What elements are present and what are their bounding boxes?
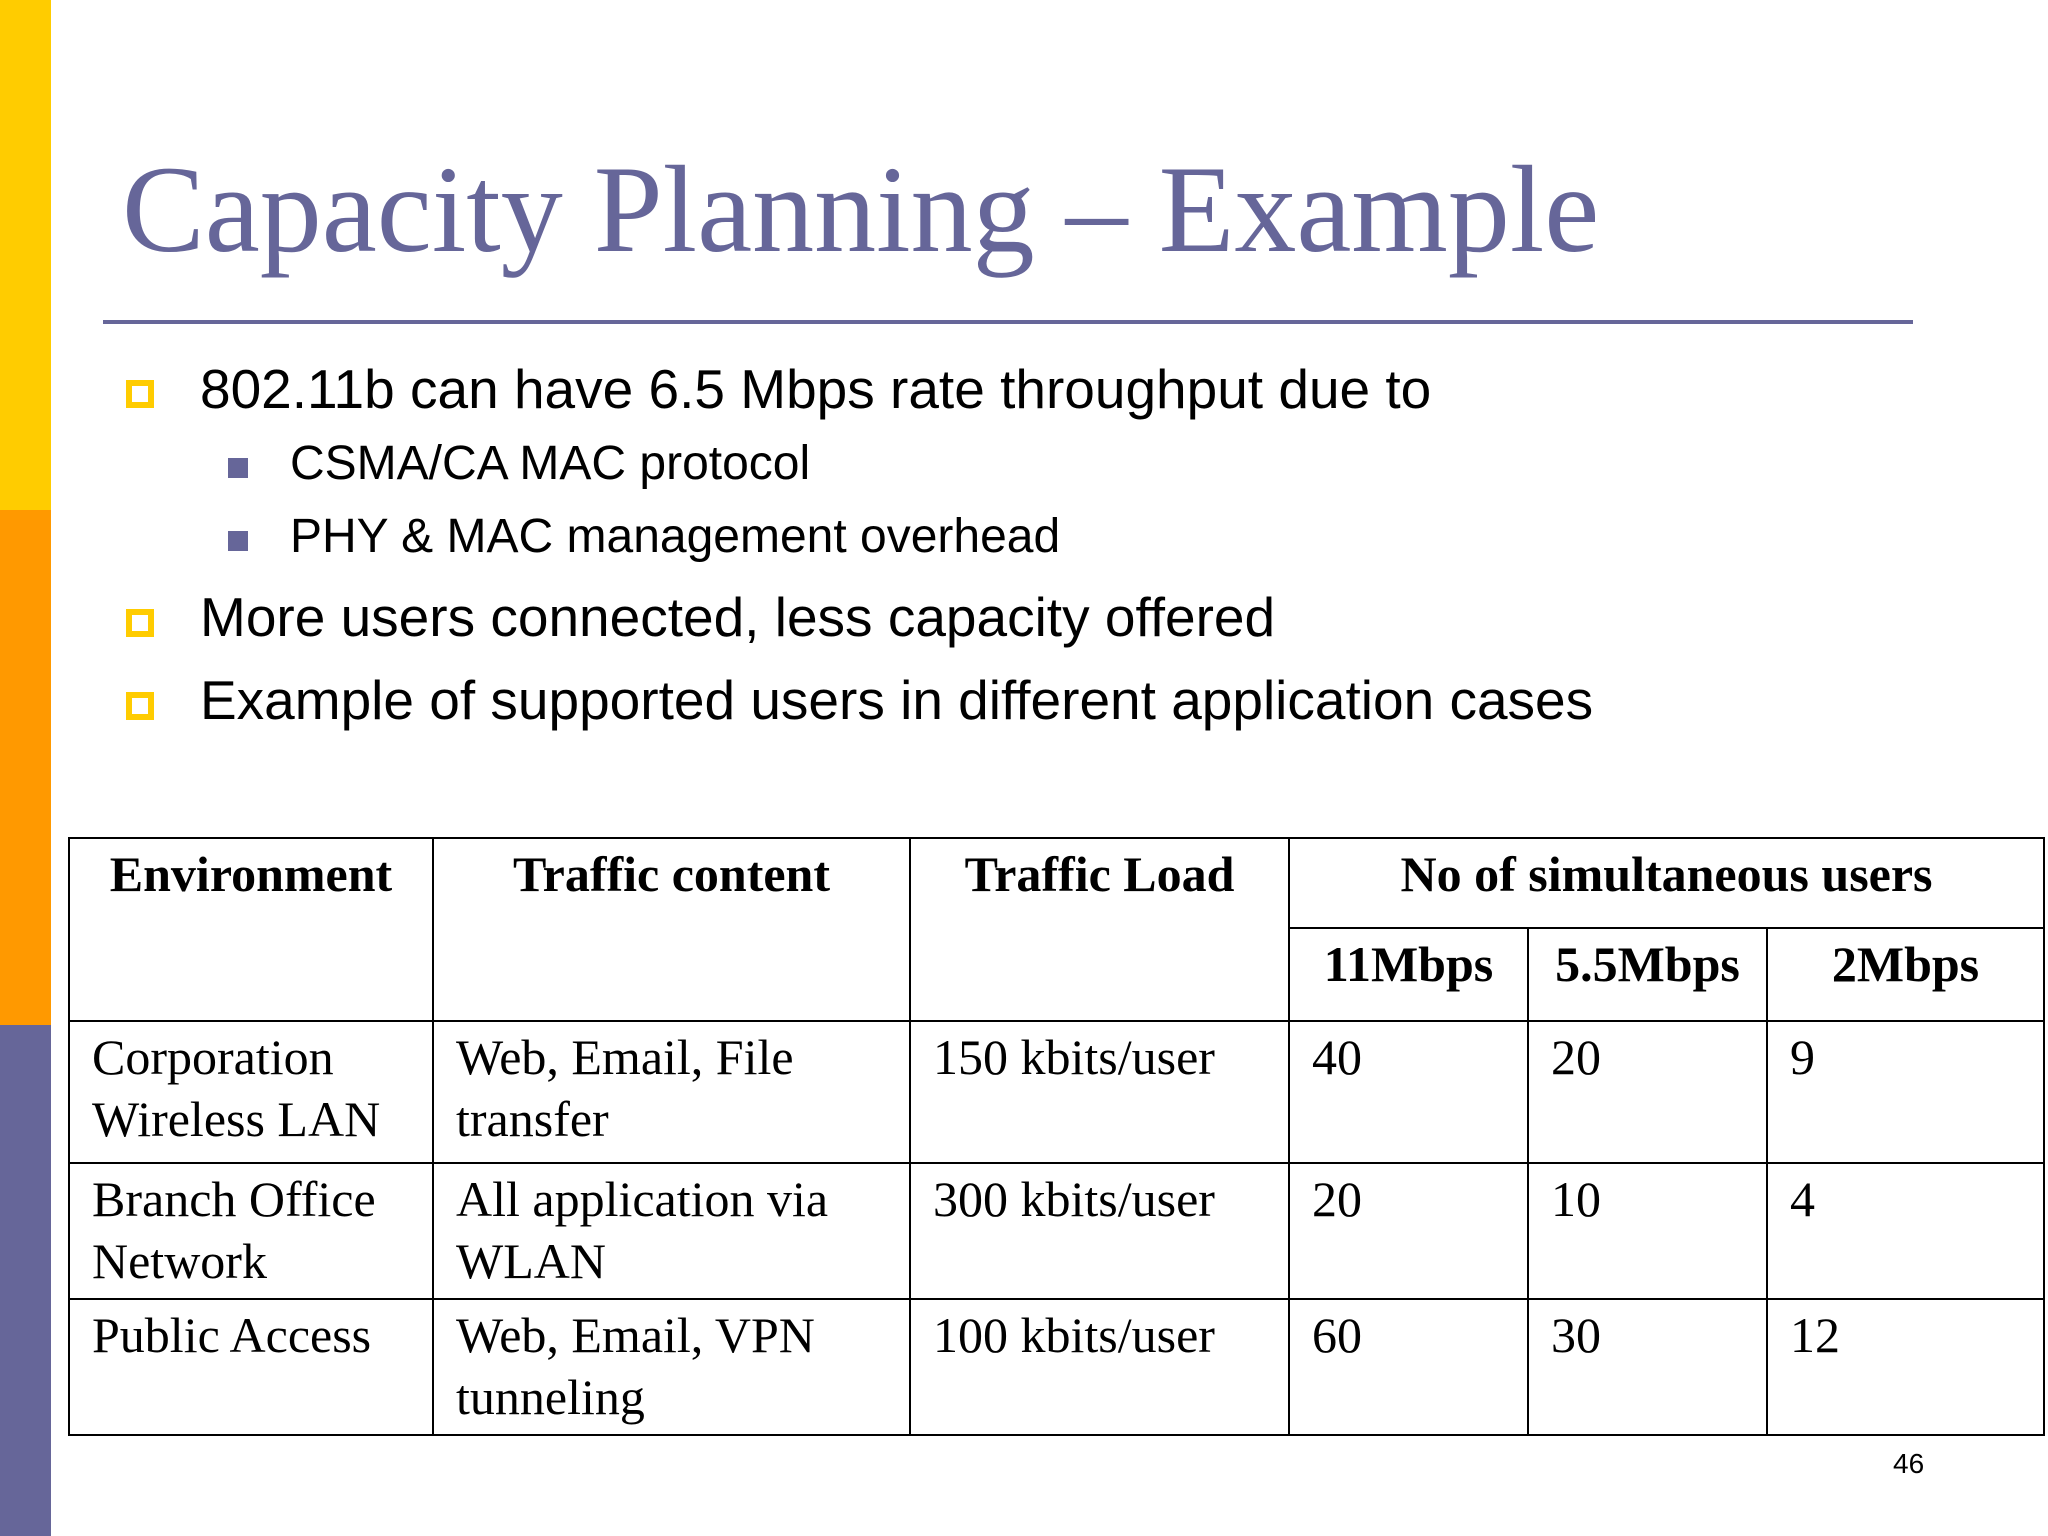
- header-rate-11mbps: 11Mbps: [1289, 928, 1528, 1021]
- cell-content: Web, Email, VPN tunneling: [433, 1299, 910, 1435]
- bullet-example: Example of supported users in different application cases: [200, 669, 1594, 731]
- header-traffic-load: Traffic Load: [910, 838, 1289, 1021]
- bullet-throughput: 802.11b can have 6.5 Mbps rate throughput due to: [200, 358, 1432, 420]
- header-simultaneous-users: No of simultaneous users: [1289, 838, 2044, 928]
- side-bar-purple: [0, 1025, 51, 1536]
- cell-users-2mbps: 12: [1767, 1299, 2044, 1435]
- capacity-table-container: [68, 837, 2043, 1436]
- cell-users-5-5mbps: 20: [1528, 1021, 1767, 1163]
- solid-square-bullet-icon: [228, 531, 248, 551]
- cell-content: All application via WLAN: [433, 1163, 910, 1299]
- cell-load: 100 kbits/user: [910, 1299, 1289, 1435]
- cell-load: 150 kbits/user: [910, 1021, 1289, 1163]
- subbullet-csma: CSMA/CA MAC protocol: [290, 437, 811, 490]
- cell-users-5-5mbps: 10: [1528, 1163, 1767, 1299]
- hollow-square-bullet-icon: [126, 692, 154, 720]
- cell-users-5-5mbps: 30: [1528, 1299, 1767, 1435]
- hollow-square-bullet-icon: [126, 380, 154, 408]
- cell-environment: Branch Office Network: [69, 1163, 433, 1299]
- cell-users-2mbps: 9: [1767, 1021, 2044, 1163]
- cell-environment: Corporation Wireless LAN: [69, 1021, 433, 1163]
- cell-environment: Public Access: [69, 1299, 433, 1435]
- bullet-more-users: More users connected, less capacity offered: [200, 586, 1276, 648]
- subbullet-overhead: PHY & MAC management overhead: [290, 510, 1061, 563]
- table-row: [69, 1021, 2044, 1163]
- capacity-table: [68, 837, 2045, 1436]
- cell-users-11mbps: 60: [1289, 1299, 1528, 1435]
- cell-load: 300 kbits/user: [910, 1163, 1289, 1299]
- cell-users-2mbps: 4: [1767, 1163, 2044, 1299]
- cell-users-11mbps: 20: [1289, 1163, 1528, 1299]
- header-rate-2mbps: 2Mbps: [1767, 928, 2044, 1021]
- page-number: 46: [1893, 1448, 1925, 1479]
- hollow-square-bullet-icon: [126, 609, 154, 637]
- solid-square-bullet-icon: [228, 458, 248, 478]
- side-bar-yellow: [0, 0, 51, 510]
- slide-title: Capacity Planning – Example: [122, 141, 1600, 278]
- header-environment: Environment: [69, 838, 433, 1021]
- side-bar-orange: [0, 510, 51, 1025]
- cell-content: Web, Email, File transfer: [433, 1021, 910, 1163]
- table-row: [69, 1299, 2044, 1435]
- title-underline: [103, 320, 1913, 324]
- header-rate-5-5mbps: 5.5Mbps: [1528, 928, 1767, 1021]
- header-traffic-content: Traffic content: [433, 838, 910, 1021]
- table-row: [69, 1163, 2044, 1299]
- cell-users-11mbps: 40: [1289, 1021, 1528, 1163]
